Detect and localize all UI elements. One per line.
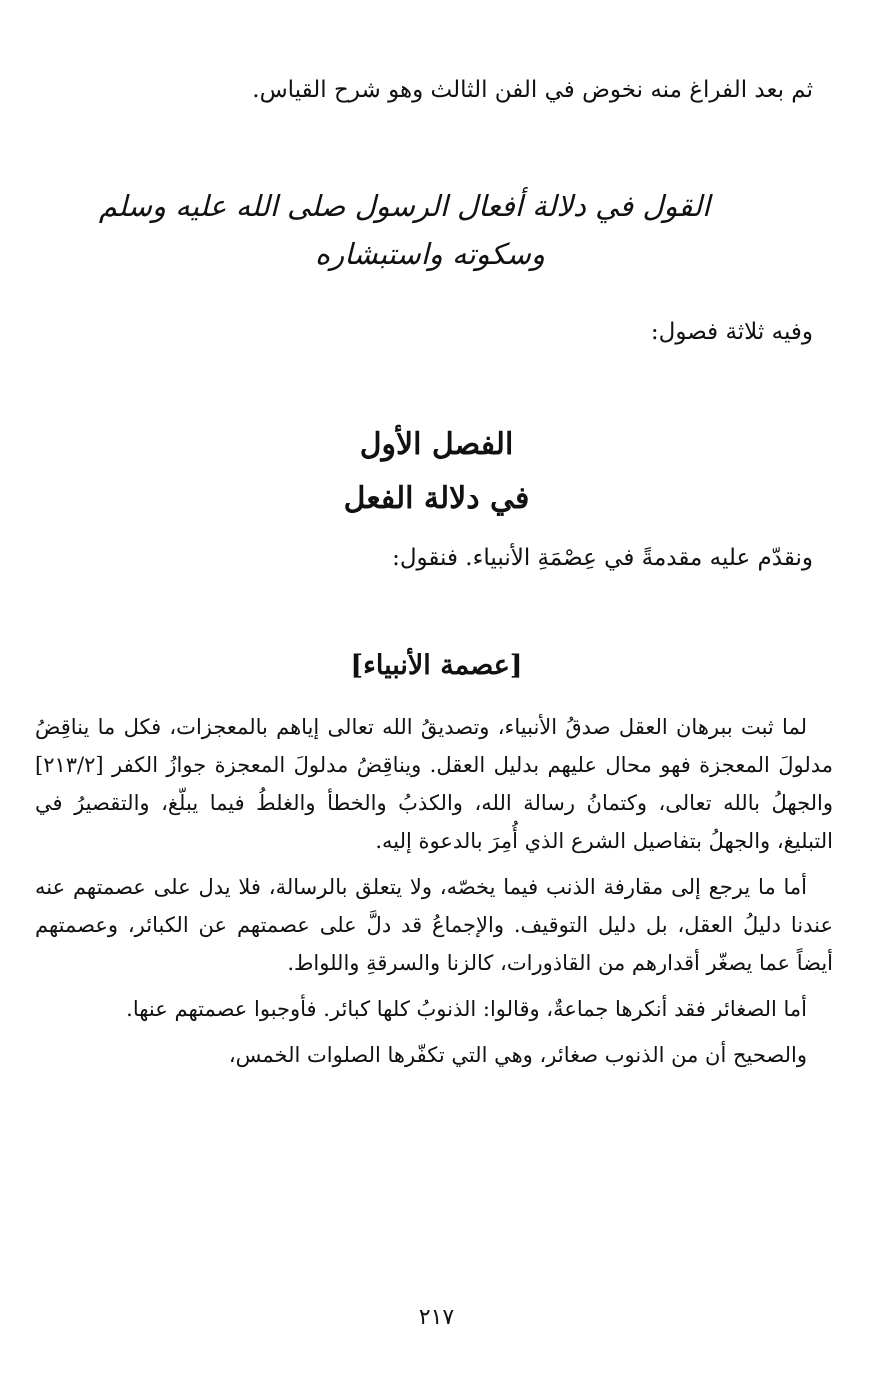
- chapter-preface: ونقدّم عليه مقدمةً في عِصْمَةِ الأنبياء. فنقول:: [392, 545, 813, 571]
- paragraph: والصحيح أن من الذنوب صغائر، وهي التي تكفّرها الصلوات الخمس،: [228, 1043, 807, 1067]
- paragraph: أما الصغائر فقد أنكرها جماعةٌ، وقالوا: الذنوبُ كلها كبائر. فأوجبوا عصمتهم عنها.: [126, 997, 807, 1021]
- paragraph: لما ثبت ببرهان العقل صدقُ الأنبياء، وتصديقُ الله تعالى إياهم بالمعجزات، فكل ما يناقِضُ مدلولَ المعجزة فهو محال عليهم بدليل العقل. ويناقِضُ مدلولَ المعجزة جوازُ الكفر [٢١٣/٢] والجهلُ بالله تعالى، وكتمانُ رسالة الله، والكذبُ والخطأ والغلطُ فيما يبلّغ، والتقصيرُ في التبليغ، والجهلُ بتفاصيل الشرع الذي أُمِرَ بالدعوة إليه.: [35, 715, 833, 853]
- chapter-title: الفصل الأول: [359, 427, 514, 462]
- calligraphy-line-2: وسكوته واستبشاره: [315, 237, 545, 271]
- calligraphy-line-1: القول في دلالة أفعال الرسول صلى الله عليه وسلم: [98, 189, 710, 223]
- section-heading: [عصمة الأنبياء]: [350, 650, 523, 681]
- intro-line: ثم بعد الفراغ منه نخوض في الفن الثالث وهو شرح القياس.: [252, 77, 813, 103]
- page-number: ٢١٧: [418, 1305, 455, 1330]
- calligraphy-heading: [98, 182, 710, 278]
- chapter-subtitle: في دلالة الفعل: [343, 481, 530, 516]
- body-text: [35, 708, 833, 1082]
- sections-intro: وفيه ثلاثة فصول:: [650, 319, 813, 345]
- paragraph: أما ما يرجع إلى مقارفة الذنب فيما يخصّه، ولا يتعلق بالرسالة، فلا يدل على عصمتهم عنه عندنا دليلُ العقل، بل دليل التوقيف. والإجماعُ قد دلَّ على عصمتهم عن الكبائر، وعصمتهم أيضاً عما يصغّر أقدارهم من القاذورات، كالزنا والسرقةِ واللواط.: [35, 875, 833, 975]
